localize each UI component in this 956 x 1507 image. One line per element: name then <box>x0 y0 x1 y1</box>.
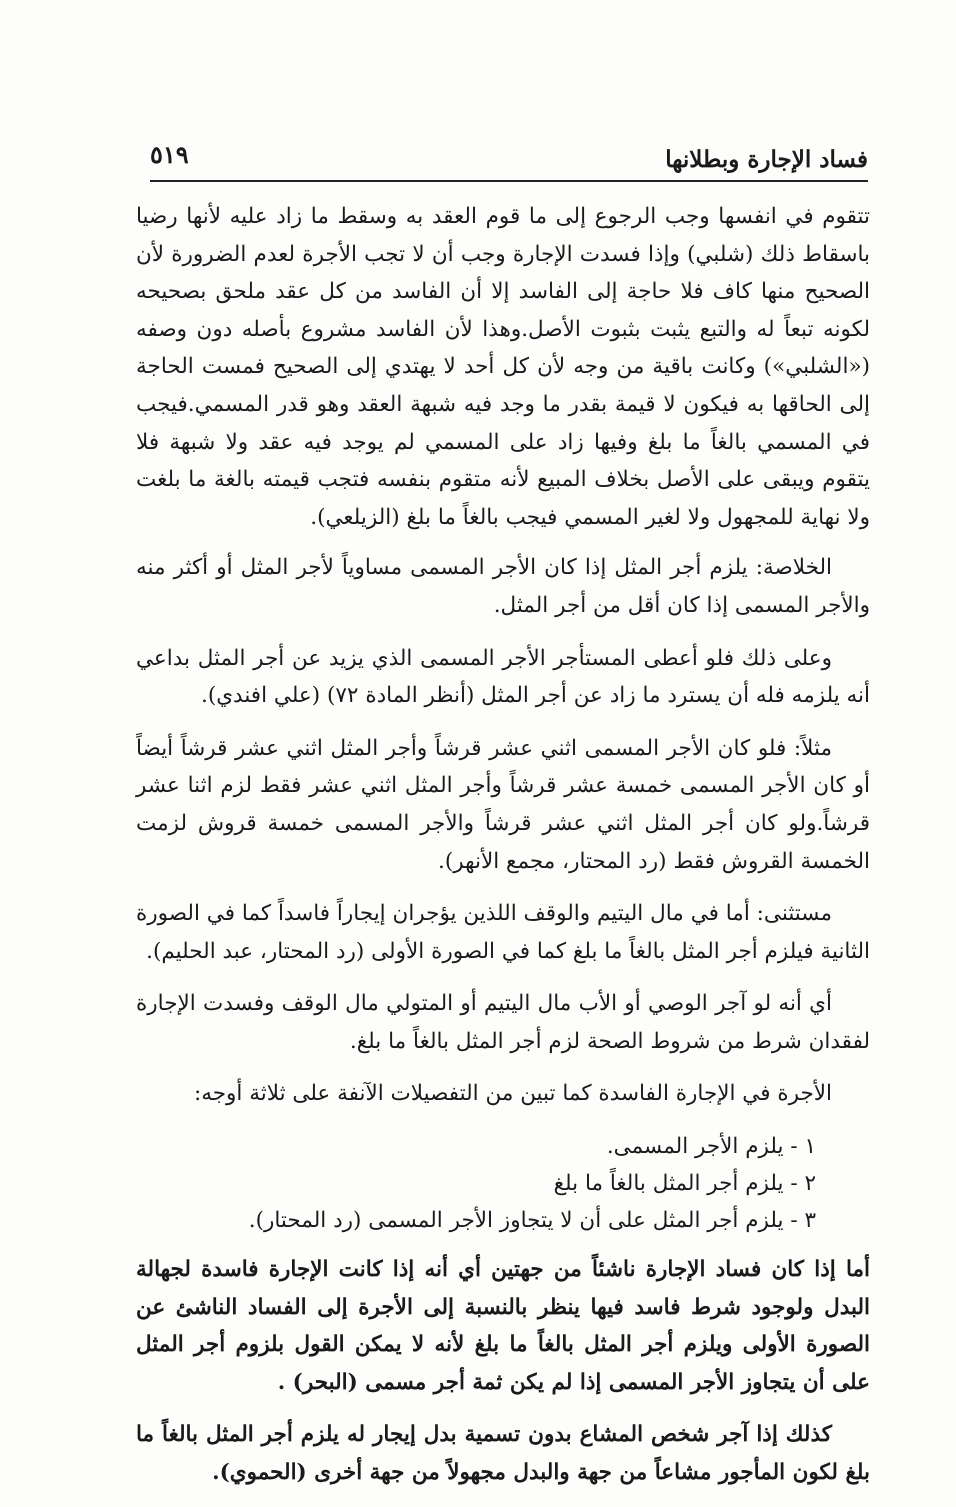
paragraph-consequence: وعلى ذلك فلو أعطى المستأجر الأجر المسمى الذي يزيد عن أجر المثل بداعي أنه يلزمه فله أن يسترد ما زاد عن أجر المثل (أنظر المادة ٧٢) (علي افندي). <box>136 645 870 709</box>
page-number: ٥١٩ <box>150 140 189 169</box>
paragraph-exception: مستثنى: أما في مال اليتيم والوقف اللذين يؤجران إيجاراً فاسداً كما في الصورة الثانية فيلزم أجر المثل بالغاً ما بلغ كما في الصورة الأولى (رد المحتار، عبد الحليم). <box>136 901 870 964</box>
paragraph-common-property: كذلك إذا آجر شخص المشاع بدون تسمية بدل إيجار له يلزم أجر المثل بالغاً ما بلغ لكون المأجور مشاعاً من جهة والبدل مجهولاً من جهة أخرى (الحموي). <box>136 1422 870 1486</box>
list-item: ٢ - يلزم أجر المثل بالغاً ما بلغ <box>553 1171 816 1197</box>
paragraph-summary: الخلاصة: يلزم أجر المثل إذا كان الأجر المسمى مساوياً لأجر المثل أو أكثر منه والأجر المسمى إذا كان أقل من أجر المثل. <box>136 555 870 618</box>
list-item: ١ - يلزم الأجر المسمى. <box>606 1134 816 1160</box>
list-item: ٣ - يلزم أجر المثل على أن لا يتجاوز الأجر المسمى (رد المحتار). <box>248 1208 816 1234</box>
paragraph-two-defects: أما إذا كان فساد الإجارة ناشئاً من جهتين أي أنه إذا كانت الإجارة فاسدة لجهالة البدل ولوجود شرط فاسد فيها ينظر بالنسبة إلى الأجرة إلى الفساد الناشئ عن الصورة الأولى ويلزم أجر المثل بالغاً ما بلغ لأنه لا يمكن القول بلزوم أجر المثل على أن يتجاوز الأجر المسمى إذا لم يكن ثمة أجر مسمى (البحر) . <box>136 1257 870 1395</box>
page-header <box>150 140 868 182</box>
paragraph-intro: تتقوم في انفسها وجب الرجوع إلى ما قوم العقد به وسقط ما زاد عليه لأنها رضيا باسقاط ذلك (شلبي) وإذا فسدت الإجارة وجب أن لا تجب الأجرة لعدم الضرورة لأن الصحيح منها كاف فلا حاجة إلى الفاسد إلا أن الفاسد من كل عقد ملحق بصحيحه لكونه تبعاً له والتبع يثبت بثبوت الأصل.وهذا لأن الفاسد مشروع بأصله دون وصفه («الشلبي») وكانت باقية من وجه لأن كل أحد لا يهتدي إلى الصحيح فمست الحاجة إلى الحاقها به فيكون لا قيمة بقدر ما وجد فيه شبهة العقد وهو قدر المسمي.فيجب في المسمي بالغاً ما بلغ وفيها زاد على المسمي لم يوجد فيه عقد ولا شبهة فلا يتقوم ويبقى على الأصل بخلاف المبيع لأنه متقوم بنفسه فتجب قيمته بالغة ما بلغت ولا نهاية للمجهول ولا لغير المسمي فيجب بالغاً ما بلغ (الزيلعي). <box>136 204 870 530</box>
paragraph-explanation: أي أنه لو آجر الوصي أو الأب مال اليتيم أو المتولي مال الوقف وفسدت الإجارة لفقدان شرط من شروط الصحة لزم أجر المثل بالغاً ما بلغ. <box>136 991 870 1054</box>
cases-list <box>136 1128 870 1239</box>
body-text <box>136 198 870 1507</box>
running-title: فساد الإجارة وبطلانها <box>665 146 868 173</box>
paragraph-example: مثلاً: فلو كان الأجر المسمى اثني عشر قرشاً وأجر المثل اثني عشر قرشاً أيضاً أو كان الأجر المسمى خمسة عشر قرشاً وأجر المثل اثني عشر فقط لزم اثنا عشر قرشاً.ولو كان أجر المثل اثني عشر قرشاً والأجر المسمى خمسة قروش لزمت الخمسة القروش فقط (رد المحتار، مجمع الأنهر). <box>136 735 870 874</box>
paragraph-list-intro: الأجرة في الإجارة الفاسدة كما تبين من التفصيلات الآنفة على ثلاثة أوجه: <box>193 1081 832 1107</box>
